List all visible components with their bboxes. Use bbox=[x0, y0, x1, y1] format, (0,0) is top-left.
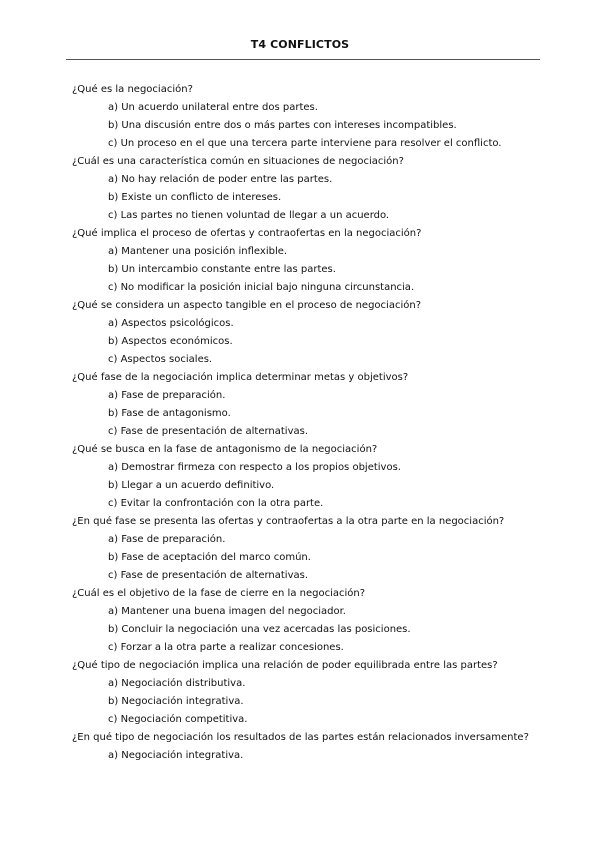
question-2 bbox=[72, 153, 552, 225]
option-b: b) Concluir la negociación una vez acercadas las posiciones. bbox=[108, 624, 411, 635]
question-text: ¿En qué tipo de negociación los resultados de las partes están relacionados inversamente? bbox=[72, 732, 529, 743]
question-text: ¿Qué se busca en la fase de antagonismo de la negociación? bbox=[72, 444, 378, 455]
header-divider bbox=[66, 59, 540, 60]
question-4 bbox=[72, 297, 552, 369]
question-8 bbox=[72, 585, 552, 657]
option-b: b) Una discusión entre dos o más partes con intereses incompatibles. bbox=[108, 120, 457, 131]
option-a: a) Demostrar firmeza con respecto a los propios objetivos. bbox=[108, 462, 401, 473]
option-b: b) Aspectos económicos. bbox=[108, 336, 233, 347]
question-7 bbox=[72, 513, 552, 585]
option-b: b) Existe un conflicto de intereses. bbox=[108, 192, 282, 203]
option-b: b) Negociación integrativa. bbox=[108, 696, 244, 707]
option-b: b) Fase de antagonismo. bbox=[108, 408, 231, 419]
document-title: T4 CONFLICTOS bbox=[250, 38, 350, 51]
option-c: c) Forzar a la otra parte a realizar concesiones. bbox=[108, 642, 344, 653]
question-6 bbox=[72, 441, 552, 513]
question-text: ¿Cuál es el objetivo de la fase de cierre en la negociación? bbox=[72, 588, 366, 599]
option-a: a) Fase de preparación. bbox=[108, 390, 226, 401]
question-text: ¿Qué fase de la negociación implica determinar metas y objetivos? bbox=[72, 372, 409, 383]
option-a: a) Mantener una posición inflexible. bbox=[108, 246, 288, 257]
question-5 bbox=[72, 369, 552, 441]
option-a: a) No hay relación de poder entre las partes. bbox=[108, 174, 333, 185]
option-c: c) Un proceso en el que una tercera parte interviene para resolver el conflicto. bbox=[108, 138, 502, 149]
option-a: a) Negociación integrativa. bbox=[108, 750, 244, 761]
option-a: a) Mantener una buena imagen del negociador. bbox=[108, 606, 346, 617]
option-a: a) Negociación distributiva. bbox=[108, 678, 246, 689]
question-text: ¿Cuál es una característica común en situaciones de negociación? bbox=[72, 156, 404, 167]
question-text: ¿Qué se considera un aspecto tangible en el proceso de negociación? bbox=[72, 300, 421, 311]
option-a: a) Fase de preparación. bbox=[108, 534, 226, 545]
option-c: c) Negociación competitiva. bbox=[108, 714, 248, 725]
question-9 bbox=[72, 657, 552, 729]
question-text: ¿Qué implica el proceso de ofertas y contraofertas en la negociación? bbox=[72, 228, 422, 239]
option-c: c) Evitar la confrontación con la otra parte. bbox=[108, 498, 324, 509]
option-c: c) Las partes no tienen voluntad de llegar a un acuerdo. bbox=[108, 210, 390, 221]
question-list bbox=[72, 81, 552, 765]
question-10 bbox=[72, 729, 552, 765]
question-3 bbox=[72, 225, 552, 297]
option-c: c) Fase de presentación de alternativas. bbox=[108, 426, 309, 437]
option-b: b) Llegar a un acuerdo definitivo. bbox=[108, 480, 275, 491]
option-b: b) Fase de aceptación del marco común. bbox=[108, 552, 311, 563]
question-text: ¿Qué tipo de negociación implica una relación de poder equilibrada entre las partes? bbox=[72, 660, 498, 671]
option-c: c) Aspectos sociales. bbox=[108, 354, 213, 365]
option-a: a) Un acuerdo unilateral entre dos partes. bbox=[108, 102, 318, 113]
question-text: ¿Qué es la negociación? bbox=[72, 84, 193, 95]
option-c: c) No modificar la posición inicial bajo ninguna circunstancia. bbox=[108, 282, 415, 293]
question-text: ¿En qué fase se presenta las ofertas y contraofertas a la otra parte en la negociación? bbox=[72, 516, 505, 527]
option-c: c) Fase de presentación de alternativas. bbox=[108, 570, 309, 581]
option-b: b) Un intercambio constante entre las partes. bbox=[108, 264, 336, 275]
question-1 bbox=[72, 81, 552, 153]
option-a: a) Aspectos psicológicos. bbox=[108, 318, 234, 329]
